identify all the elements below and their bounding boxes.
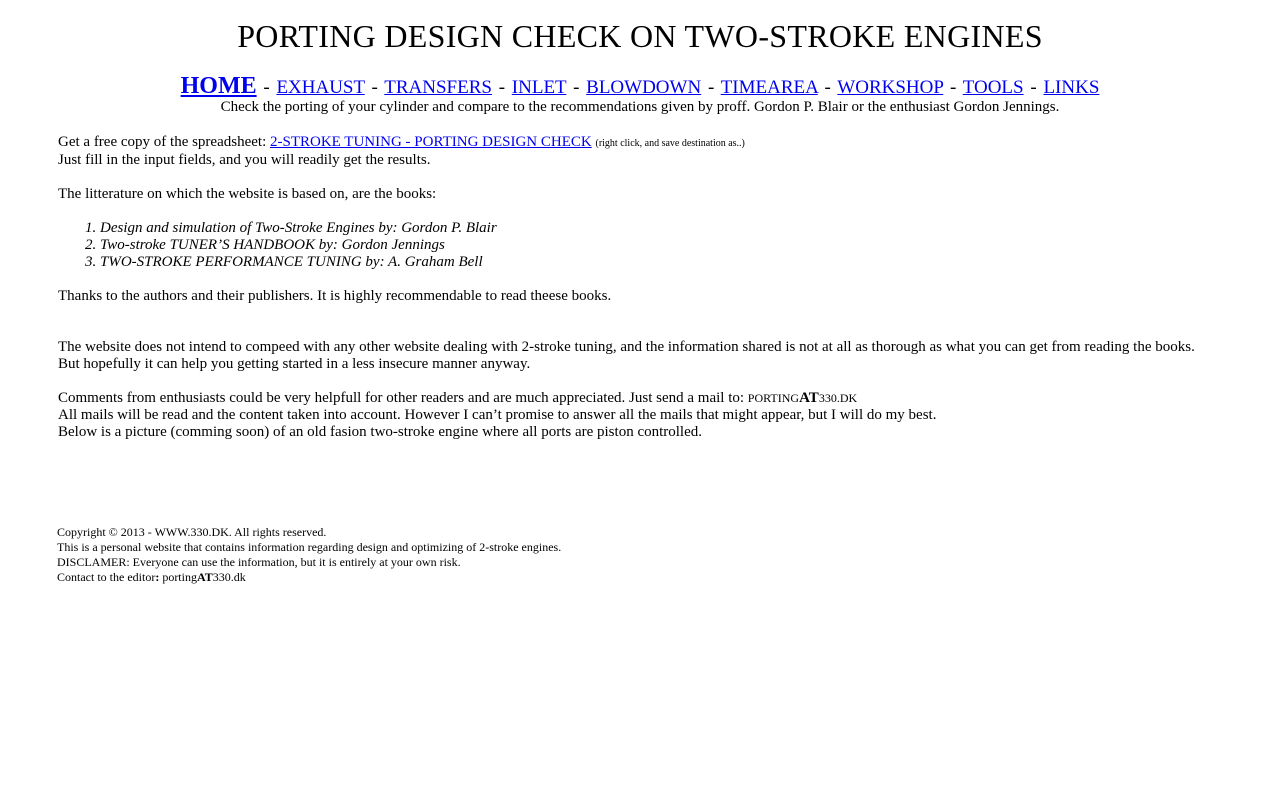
comments-text: Comments from enthusiasts could be very helpfull for other readers and are much appreciated. Just send a mail to: [58,390,748,406]
spreadsheet-download-link[interactable]: 2-STROKE TUNING - PORTING DESIGN CHECK [270,134,592,150]
nav-separator: - [573,77,580,98]
main-content [58,134,1208,441]
mails-read-text: All mails will be read and the content taken into account. However I can’t promise to answer all the mails that might appear, but I will do my best. [58,407,937,423]
footer-contact [57,570,561,585]
nav-link-workshop[interactable]: WORKSHOP [837,77,944,98]
mail-address-at: AT [799,390,819,406]
footer-contact-colon: : [155,570,160,584]
nav-link-tools[interactable]: TOOLS [962,77,1024,98]
nav-link-exhaust[interactable]: EXHAUST [276,77,365,98]
comments-paragraph [58,390,1208,407]
footer [57,525,561,585]
footer-disclaimer: DISCLAMER: Everyone can use the information, but it is entirely at your own risk. [57,555,461,569]
footer-contact-at: AT [196,570,213,584]
book-item: 1. Design and simulation of Two-Stroke Engines by: Gordon P. Blair [100,220,1208,237]
nav-link-blowdown[interactable]: BLOWDOWN [586,77,702,98]
footer-personal-note: This is a personal website that contains information regarding design and optimizing of 2-stroke engines. [57,540,562,554]
nav-separator: - [371,77,378,98]
nav-link-inlet[interactable]: INLET [511,77,567,98]
book-list [58,220,1208,271]
page-subtitle: Check the porting of your cylinder and compare to the recommendations given by proff. Gordon P. Blair or the enthusiast Gordon Jennings. [220,99,1060,115]
footer-contact-label: Contact to the editor [57,570,156,584]
mail-address-domain: 330.DK [818,391,858,405]
disclaimer-text: The website does not intend to compeed with any other website dealing with 2-stroke tuning, and the information shared is not at all as thorough as what you can get from reading the books. But hopefully it can help you getting started in a less insecure manner anyway. [58,339,1195,372]
nav-separator: - [949,77,957,98]
mail-address-part: PORTING [747,391,800,405]
literature-intro: The litterature on which the website is based on, are the books: [58,186,437,202]
nav-link-transfers[interactable]: TRANSFERS [384,77,492,98]
nav-link-links[interactable]: LINKS [1043,77,1100,98]
spreadsheet-paragraph [58,134,1208,152]
nav-separator: - [707,77,715,98]
footer-copyright: Copyright © 2013 - WWW.330.DK. All rights reserved. [57,525,327,539]
nav-link-timearea[interactable]: TIMEAREA [720,77,818,98]
picture-note: Below is a picture (comming soon) of an old fasion two-stroke engine where all ports are piston controlled. [58,424,703,440]
book-item: 2. Two-stroke TUNER’S HANDBOOK by: Gordon Jennings [100,237,1208,254]
footer-contact-part: porting [159,570,197,584]
fill-instructions: Just fill in the input fields, and you will readily get the results. [58,152,431,168]
spreadsheet-prefix: Get a free copy of the spreadsheet: [58,134,270,150]
thanks-text: Thanks to the authors and their publishers. It is highly recommendable to read theese books. [58,288,612,304]
nav-separator: - [498,77,506,98]
spreadsheet-note: (right click, and save destination as..) [595,138,745,149]
footer-contact-domain: 330.dk [212,570,246,584]
nav-separator: - [824,77,831,98]
book-item: 3. TWO-STROKE PERFORMANCE TUNING by: A. Graham Bell [100,254,1208,271]
nav-separator: - [1030,77,1037,98]
nav-link-home[interactable]: HOME [180,73,257,99]
page-title: PORTING DESIGN CHECK ON TWO-STROKE ENGINES [237,18,1043,54]
nav-separator: - [263,77,270,98]
